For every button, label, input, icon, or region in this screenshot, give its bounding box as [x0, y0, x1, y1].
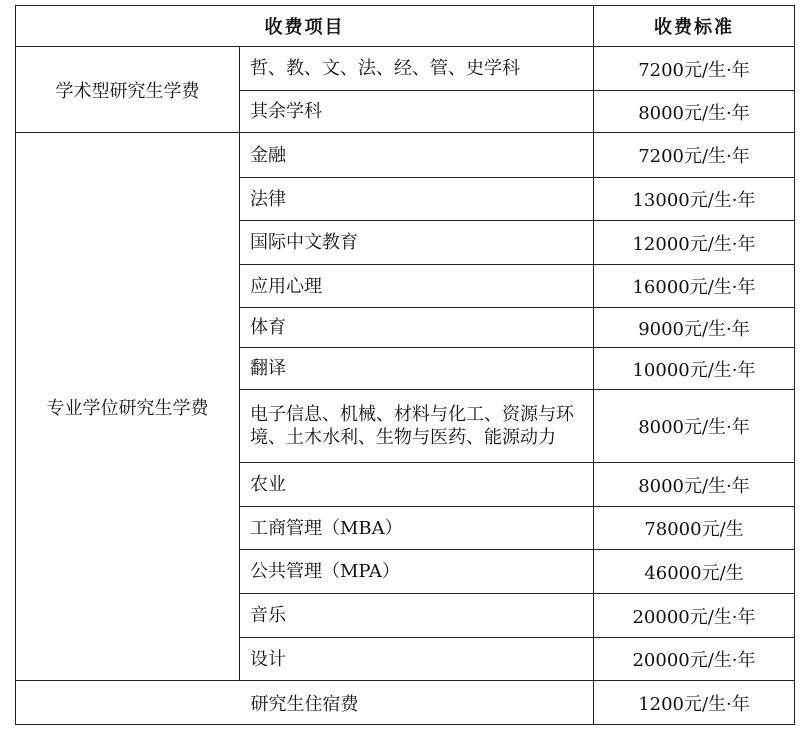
- fee-item: 公共管理（MPA）: [240, 550, 594, 594]
- fee-item: 法律: [240, 178, 594, 221]
- fee-price: 20000元/生·年: [594, 638, 795, 681]
- category-professional: 专业学位研究生学费: [16, 133, 240, 681]
- table-row: [16, 47, 795, 91]
- header-fee-item: 收费项目: [16, 6, 594, 47]
- fee-price: 16000元/生·年: [594, 265, 795, 308]
- category-academic: 学术型研究生学费: [16, 47, 240, 133]
- fee-price: 20000元/生·年: [594, 594, 795, 638]
- fee-item: 体育: [240, 308, 594, 348]
- fee-item: 应用心理: [240, 265, 594, 308]
- table-row: [16, 133, 795, 178]
- fee-price: 46000元/生: [594, 550, 795, 594]
- fee-price: 7200元/生·年: [594, 133, 795, 178]
- fee-item: 金融: [240, 133, 594, 178]
- fee-price: 9000元/生·年: [594, 308, 795, 348]
- fee-item: 音乐: [240, 594, 594, 638]
- fee-price: 78000元/生: [594, 507, 795, 550]
- fee-price: 10000元/生·年: [594, 348, 795, 390]
- table-row: [16, 681, 795, 725]
- fee-item: 电子信息、机械、材料与化工、资源与环境、土木水利、生物与医药、能源动力: [240, 390, 594, 463]
- fee-table: [15, 5, 795, 725]
- fee-price: 7200元/生·年: [594, 47, 795, 91]
- fee-price: 12000元/生·年: [594, 221, 795, 265]
- fee-item: 国际中文教育: [240, 221, 594, 265]
- accommodation-label: 研究生住宿费: [16, 681, 594, 725]
- fee-item: 哲、教、文、法、经、管、史学科: [240, 47, 594, 91]
- table-header-row: [16, 6, 795, 47]
- fee-price: 8000元/生·年: [594, 91, 795, 133]
- fee-item: 翻译: [240, 348, 594, 390]
- fee-price: 1200元/生·年: [594, 681, 795, 725]
- fee-item: 农业: [240, 463, 594, 507]
- fee-price: 8000元/生·年: [594, 463, 795, 507]
- fee-price: 13000元/生·年: [594, 178, 795, 221]
- fee-price: 8000元/生·年: [594, 390, 795, 463]
- fee-item: 工商管理（MBA）: [240, 507, 594, 550]
- fee-item: 设计: [240, 638, 594, 681]
- header-fee-standard: 收费标准: [594, 6, 795, 47]
- fee-item: 其余学科: [240, 91, 594, 133]
